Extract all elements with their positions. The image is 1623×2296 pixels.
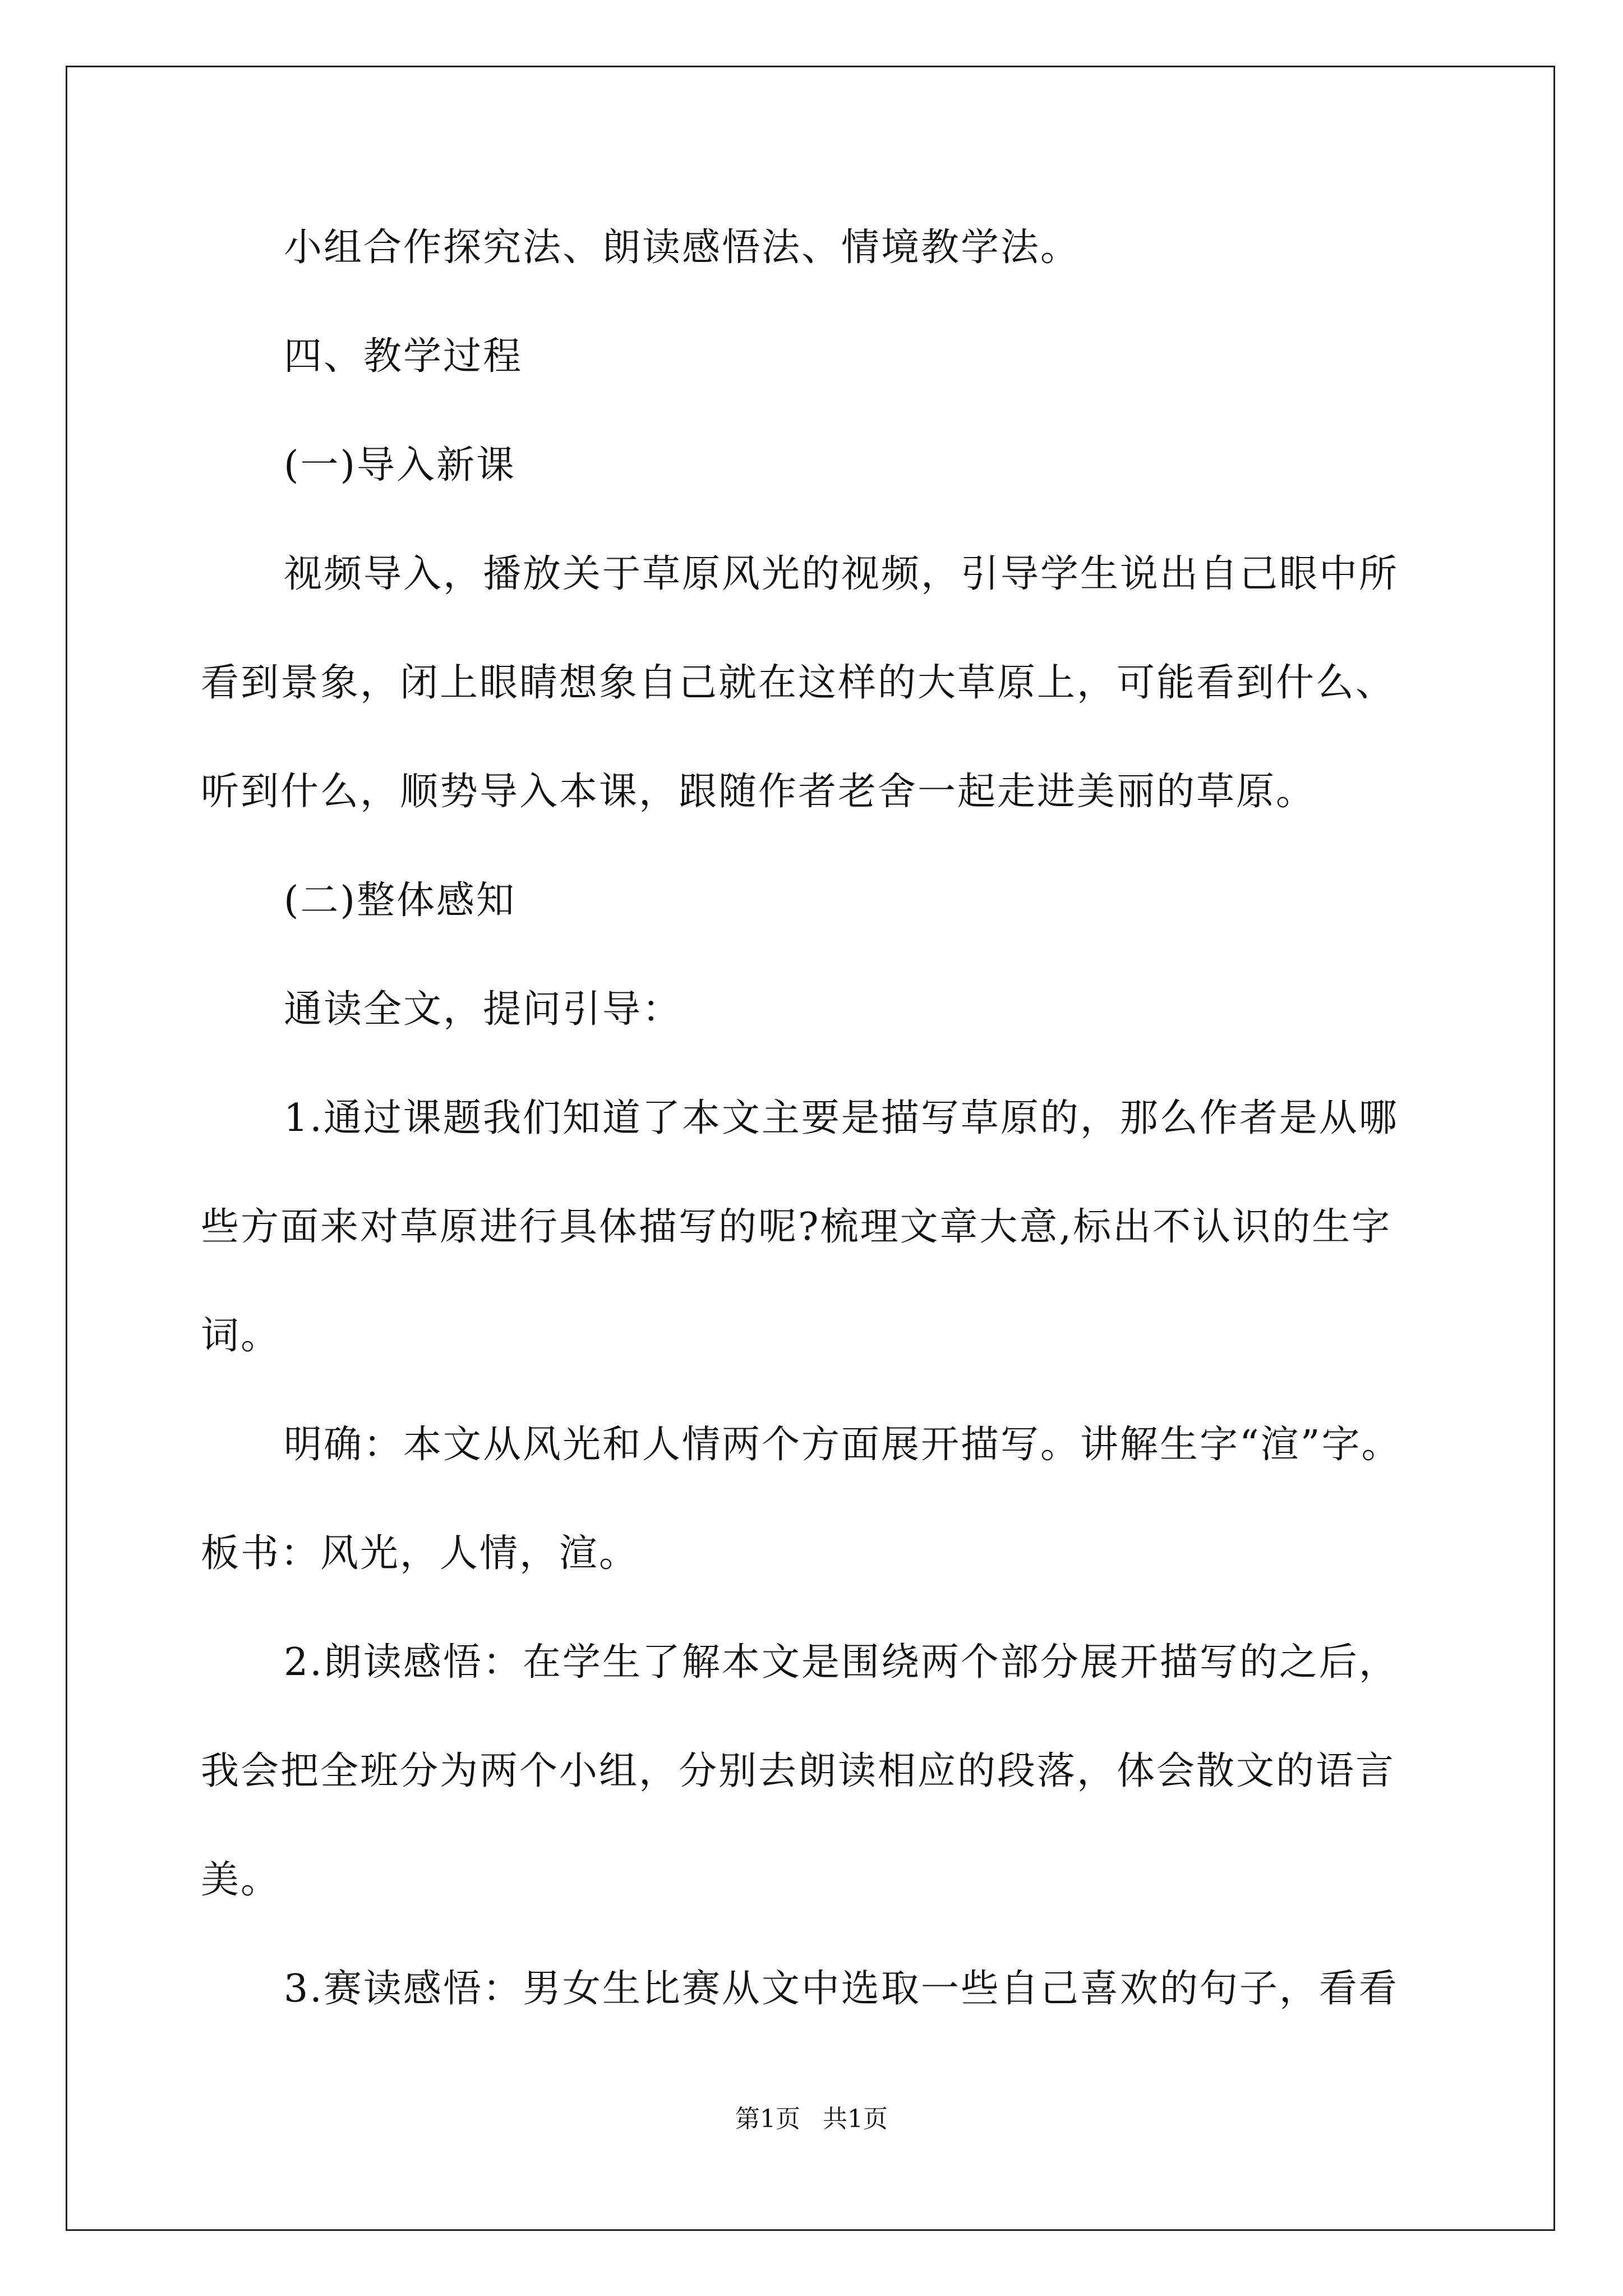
paragraph-line: 美。 xyxy=(201,1858,281,1902)
paragraph-line: 听到什么，顺势导入本课，跟随作者老舍一起走进美丽的草原。 xyxy=(201,770,1316,814)
paragraph-line: 小组合作探究法、朗读感悟法、情境教学法。 xyxy=(284,226,1081,270)
paragraph-line: 看到景象，闭上眼睛想象自己就在这样的大草原上，可能看到什么、 xyxy=(201,661,1396,705)
page-total: 共1页 xyxy=(823,2105,888,2133)
section-heading: 四、教学过程 xyxy=(284,334,523,379)
paragraph-line: 视频导入，播放关于草原风光的视频，引导学生说出自己眼中所 xyxy=(284,552,1399,596)
paragraph-line: 通读全文，提问引导： xyxy=(284,987,683,1032)
paragraph-line: 我会把全班分为两个小组，分别去朗读相应的段落，体会散文的语言 xyxy=(201,1749,1396,1793)
subsection-heading: (一)导入新课 xyxy=(284,443,517,487)
page-border xyxy=(66,66,1555,2231)
list-item: 3.赛读感悟：男女生比赛从文中选取一些自己喜欢的句子，看看 xyxy=(284,1967,1399,2011)
paragraph-line: 板书：风光，人情，渲。 xyxy=(201,1531,639,1576)
list-item: 2.朗读感悟：在学生了解本文是围绕两个部分展开描写的之后， xyxy=(284,1640,1399,1685)
subsection-heading: (二)整体感知 xyxy=(284,878,517,923)
page-number: 第1页 xyxy=(735,2105,800,2133)
paragraph-line: 词。 xyxy=(201,1314,281,1358)
list-item: 1.通过课题我们知道了本文主要是描写草原的，那么作者是从哪 xyxy=(284,1096,1399,1140)
paragraph-line: 些方面来对草原进行具体描写的呢?梳理文章大意,标出不认识的生字 xyxy=(201,1205,1392,1249)
page-footer xyxy=(0,2104,1623,2135)
paragraph-line: 明确：本文从风光和人情两个方面展开描写。讲解生字“渲”字。 xyxy=(284,1423,1401,1467)
